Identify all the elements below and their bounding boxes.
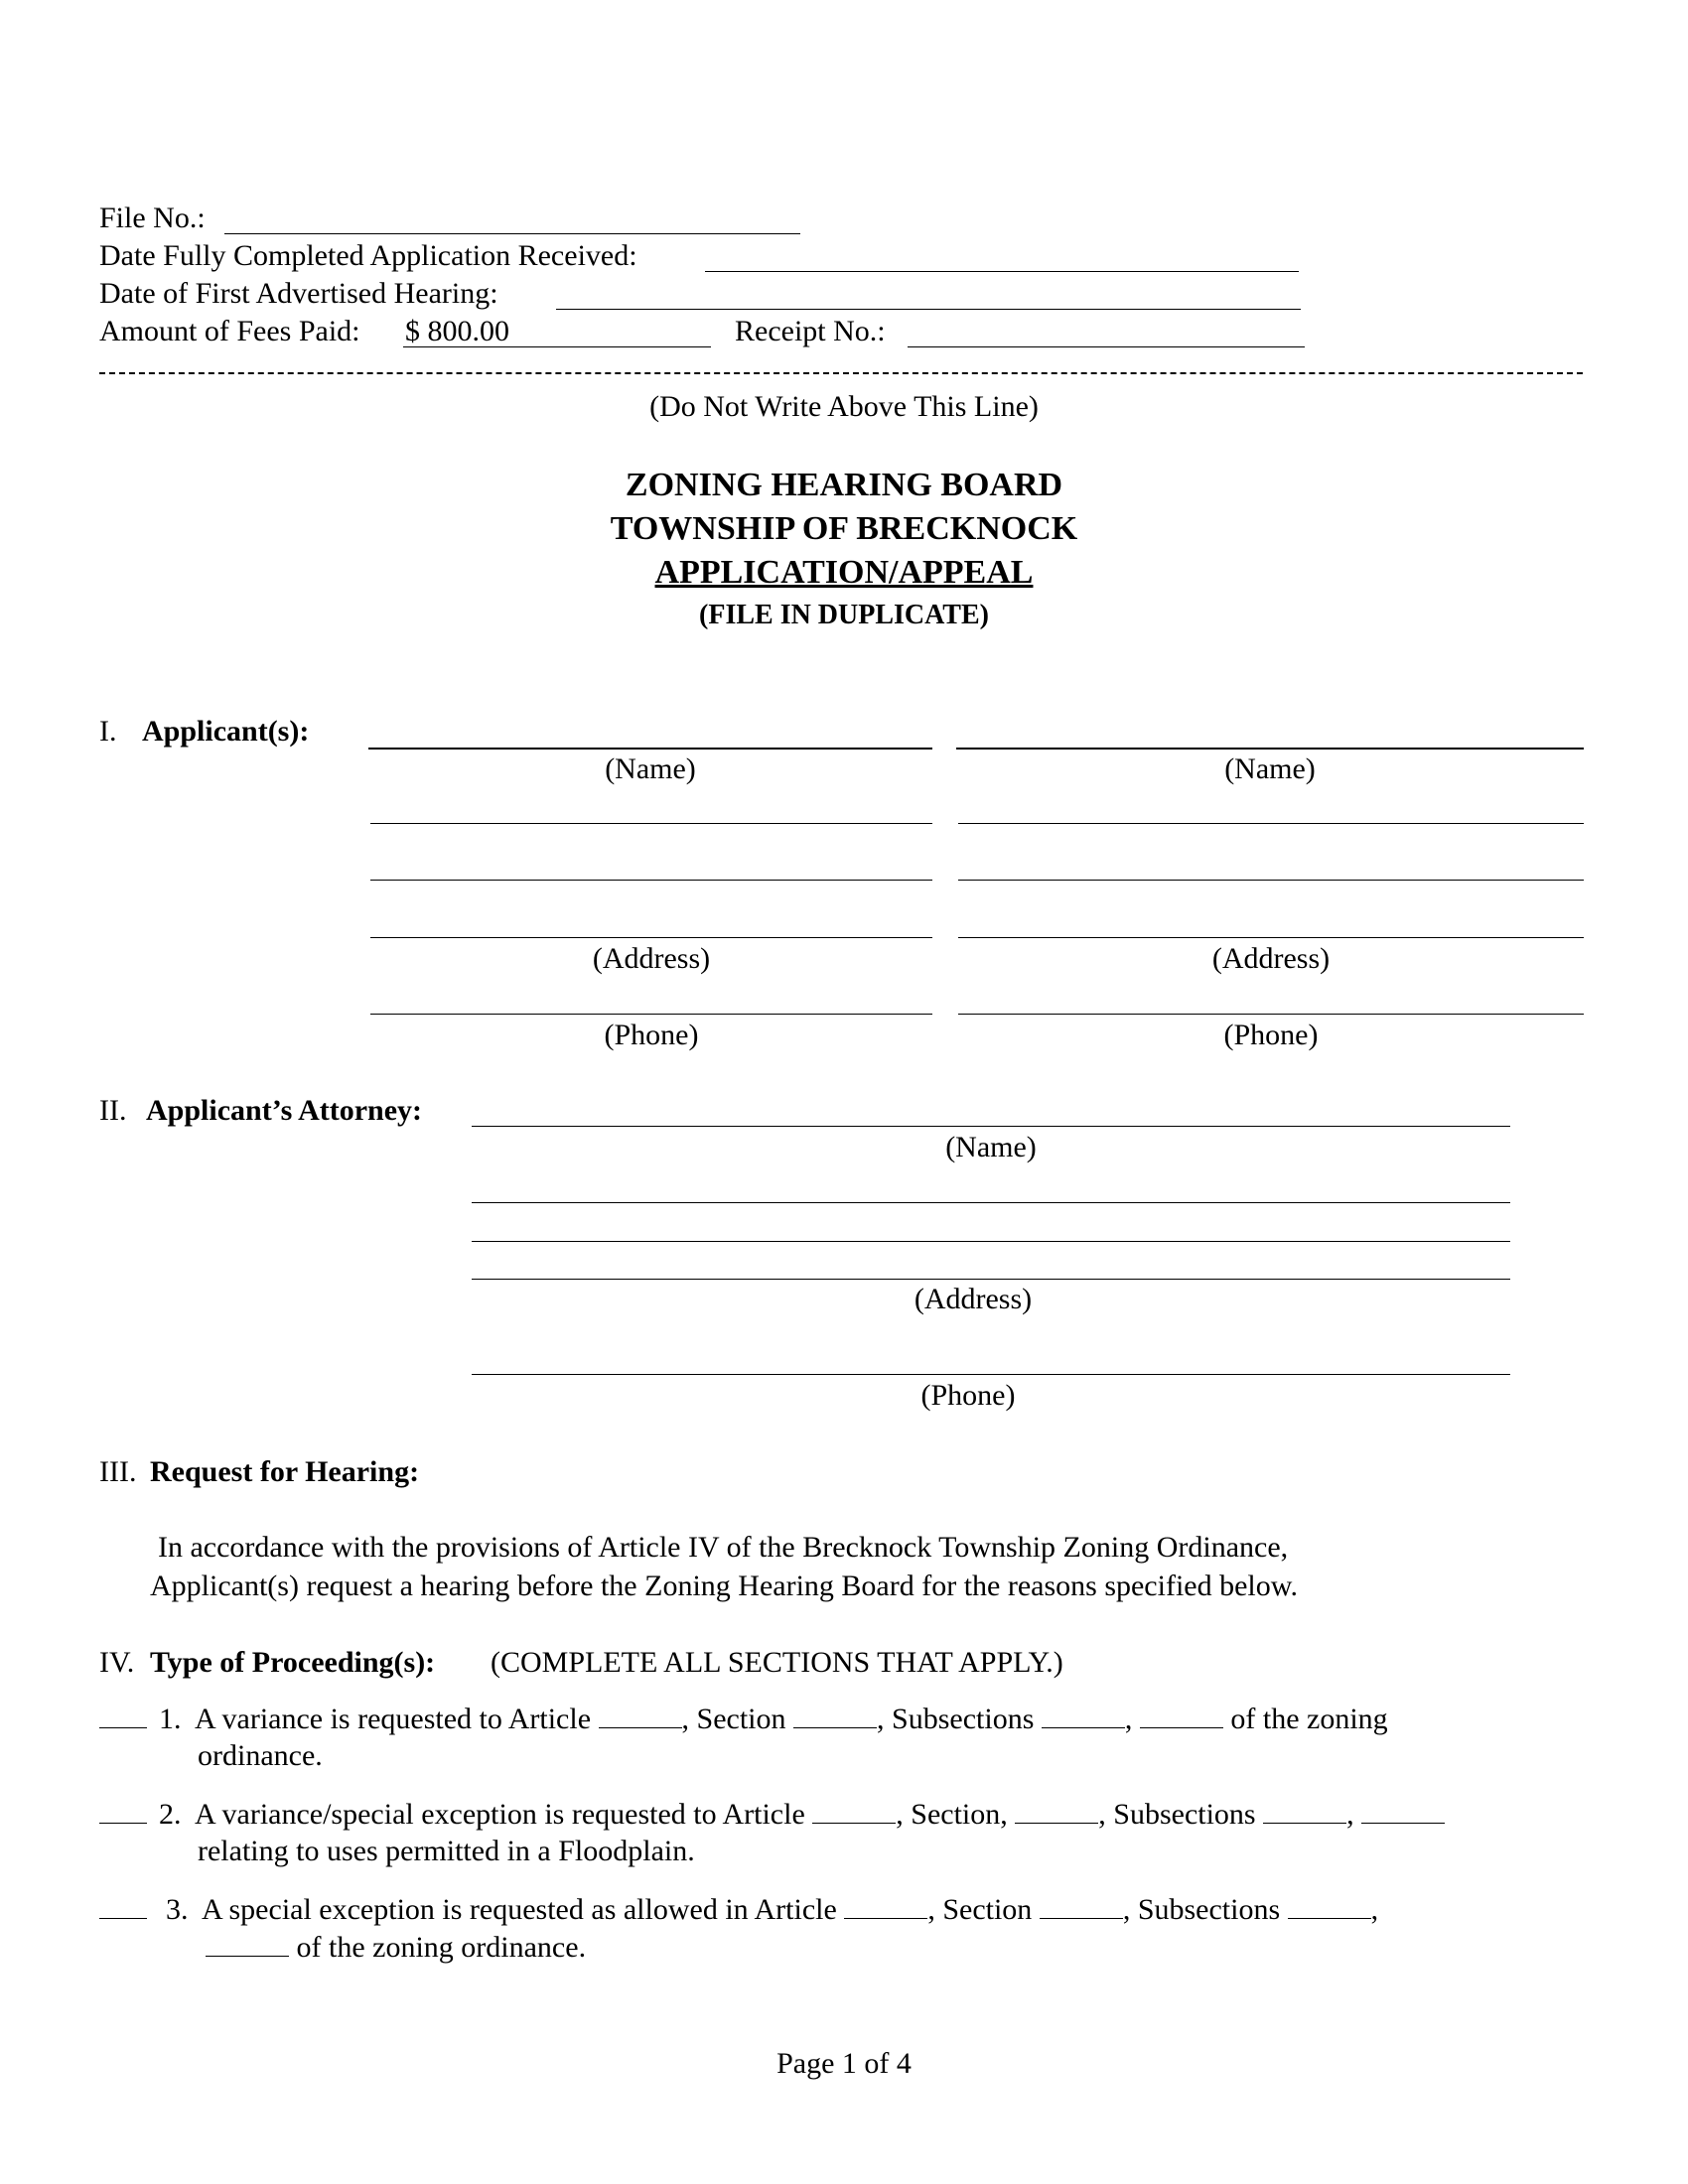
attorney-name-field[interactable] [472,1126,1510,1127]
attorney-phone-field[interactable] [472,1374,1510,1375]
receipt-label: Receipt No.: [735,315,886,347]
item-3-number: 3. [166,1893,189,1926]
page-number: Page 1 of 4 [776,2047,912,2080]
item-2-subsection-field-2[interactable] [1361,1799,1445,1824]
section-3-heading: Request for Hearing: [150,1455,420,1488]
applicant-1-address-line-3[interactable] [370,937,932,938]
first-hearing-label: Date of First Advertised Hearing: [99,277,498,310]
item-1-checkbox[interactable] [99,1704,147,1734]
attorney-name-caption: (Name) [945,1131,1037,1163]
header-application-text: APPLICATION/APPEAL [654,554,1034,591]
item-2-text-b: , Section, [896,1798,1008,1831]
item-3-subsection-field-2[interactable] [206,1932,289,1957]
attorney-address-line-3[interactable] [472,1279,1510,1280]
item-3-text-a: A special exception is requested as allowed in Article [202,1893,837,1926]
item-3-continuation-row [206,1932,586,1963]
item-2-text-a: A variance/special exception is requested to Article [195,1798,805,1831]
applicant-2-phone-field[interactable] [958,1014,1584,1015]
receipt-field[interactable] [908,346,1305,347]
item-2-checkbox[interactable] [99,1799,147,1830]
applicant-1-name-field[interactable] [368,748,932,750]
section-3-numeral: III. [99,1455,137,1488]
applicant-1-address-caption: (Address) [592,942,711,975]
section-4-heading: Type of Proceeding(s): [150,1646,436,1679]
item-3-subsection-field-1[interactable] [1288,1894,1371,1919]
item-3-text-d: , [1370,1893,1379,1926]
first-hearing-field[interactable] [556,309,1301,310]
attorney-address-line-1[interactable] [472,1202,1510,1203]
attorney-phone-caption: (Phone) [920,1379,1016,1412]
item-3-text-c: , Subsections [1122,1893,1281,1926]
item-1-text-a: A variance is requested to Article [195,1703,592,1735]
item-1-text-d: , [1124,1703,1133,1735]
fees-label: Amount of Fees Paid: [99,315,360,347]
file-no-field[interactable] [224,233,800,234]
date-received-field[interactable] [705,271,1299,272]
item-2-text-c: , Subsections [1098,1798,1256,1831]
item-2-number: 2. [159,1798,182,1831]
item-2-article-field[interactable] [812,1799,896,1824]
item-3-continuation: of the zoning ordinance. [296,1931,587,1964]
item-3-section-field[interactable] [1040,1894,1123,1919]
applicant-2-address-caption: (Address) [1211,942,1331,975]
item-2-subsection-field-1[interactable] [1263,1799,1346,1824]
item-1-number: 1. [159,1703,182,1735]
item-2-line [159,1799,1445,1830]
section-4-numeral: IV. [99,1646,135,1679]
item-3-article-field[interactable] [844,1894,927,1919]
header-board: ZONING HEARING BOARD [625,467,1063,503]
section-4-instruction: (COMPLETE ALL SECTIONS THAT APPLY.) [491,1646,1063,1679]
divider-note: (Do Not Write Above This Line) [649,390,1039,423]
applicant-2-address-line-2[interactable] [958,880,1584,881]
item-2-text-d: , [1346,1798,1354,1831]
item-1-line [159,1704,1388,1734]
item-1-text-c: , Subsections [877,1703,1035,1735]
applicant-1-address-line-1[interactable] [370,823,932,824]
item-1-subsection-field-1[interactable] [1042,1704,1125,1728]
section-1-heading: Applicant(s): [142,715,310,748]
fees-field[interactable] [403,346,711,347]
applicant-2-name-caption: (Name) [1224,752,1316,785]
item-1-subsection-field-2[interactable] [1140,1704,1223,1728]
office-use-divider [99,372,1583,374]
header-township: TOWNSHIP OF BRECKNOCK [610,510,1078,547]
item-1-text-e: of the zoning [1230,1703,1388,1735]
applicant-1-address-line-2[interactable] [370,880,932,881]
applicant-2-name-field[interactable] [956,748,1584,750]
section-1-numeral: I. [99,715,117,748]
item-1-continuation: ordinance. [198,1739,323,1772]
date-received-label: Date Fully Completed Application Received: [99,239,637,272]
request-paragraph-line-1: In accordance with the provisions of Article IV of the Brecknock Township Zoning Ordinance, [158,1531,1289,1564]
applicant-1-name-caption: (Name) [605,752,696,785]
section-2-heading: Applicant’s Attorney: [146,1094,423,1127]
file-no-label: File No.: [99,202,206,234]
applicant-1-phone-caption: (Phone) [604,1019,699,1051]
item-3-line [166,1894,1378,1925]
attorney-address-caption: (Address) [914,1283,1033,1315]
item-1-text-b: , Section [681,1703,786,1735]
item-1-article-field[interactable] [599,1704,682,1728]
applicant-2-address-line-3[interactable] [958,937,1584,938]
item-1-section-field[interactable] [793,1704,877,1728]
item-2-continuation: relating to uses permitted in a Floodplain. [198,1835,695,1867]
item-3-checkbox[interactable] [99,1894,147,1925]
item-2-section-field[interactable] [1015,1799,1098,1824]
header-application [0,556,1688,590]
section-2-numeral: II. [99,1094,127,1127]
fees-value: $ 800.00 [405,315,509,347]
header-duplicate: (FILE IN DUPLICATE) [699,600,989,630]
applicant-2-phone-caption: (Phone) [1223,1019,1319,1051]
applicant-2-address-line-1[interactable] [958,823,1584,824]
applicant-1-phone-field[interactable] [370,1014,932,1015]
item-3-text-b: , Section [927,1893,1033,1926]
attorney-address-line-2[interactable] [472,1241,1510,1242]
request-paragraph-line-2: Applicant(s) request a hearing before the Zoning Hearing Board for the reasons specified below. [150,1570,1298,1602]
